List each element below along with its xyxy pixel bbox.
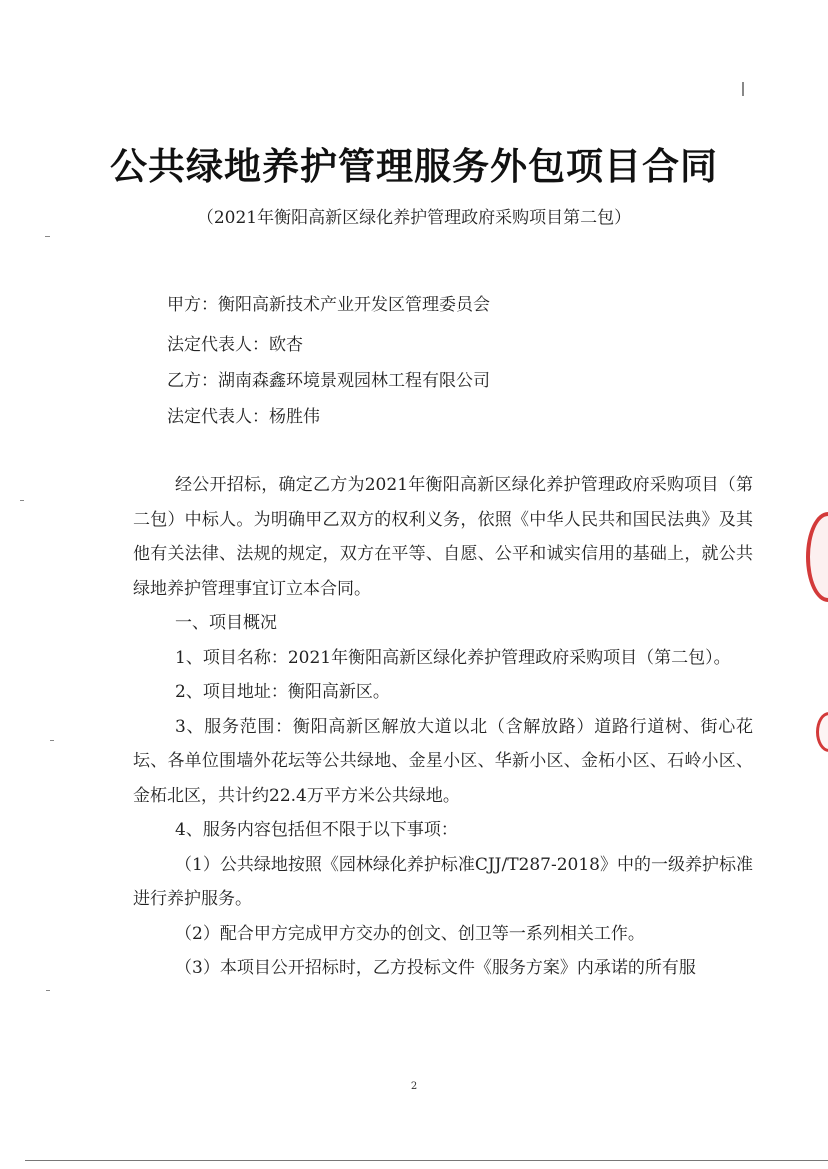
party-b: 乙方：湖南森鑫环境景观园林工程有限公司 [167,371,490,391]
party-a-representative: 法定代表人：欧杏 [167,335,303,355]
contract-body [133,468,753,986]
scan-mark [50,740,54,741]
scan-mark [45,236,50,237]
scan-mark [742,82,744,96]
red-seal-fragment-small [816,712,828,752]
service-item-2: （2）配合甲方完成甲方交办的创文、创卫等一系列相关工作。 [175,923,645,944]
page-number: 2 [410,1081,418,1092]
service-item-3: （3）本项目公开招标时，乙方投标文件《服务方案》内承诺的所有服 [175,958,696,978]
document-subtitle: （2021年衡阳高新区绿化养护管理政府采购项目第二包） [196,208,632,228]
intro-paragraph: 经公开招标，确定乙方为2021年衡阳高新区绿化养护管理政府采购项目（第二包）中标人。为明确甲乙双方的权利义务，依照《中华人民共和国民法典》及其他有关法律、法规的规定，双方在平等、自愿、公平和诚实信用的基础上，就公共绿地养护管理事宜订立本合同。 [133,475,753,599]
service-content-clause: 4、服务内容包括但不限于以下事项： [175,820,458,840]
scan-edge-line [25,1160,828,1161]
service-scope-clause: 3、服务范围：衡阳高新区解放大道以北（含解放路）道路行道树、街心花坛、各单位围墙外花坛等公共绿地、金星小区、华新小区、金柘小区、石岭小区、金柘北区，共计约22.4万平方米公共绿地。 [133,716,753,806]
document-title: 公共绿地养护管理服务外包项目合同 [110,144,718,188]
scan-mark [46,990,50,991]
project-name-clause: 1、项目名称：2021年衡阳高新区绿化养护管理政府采购项目（第二包）。 [175,647,731,668]
project-address-clause: 2、项目地址：衡阳高新区。 [175,682,390,702]
party-b-representative: 法定代表人：杨胜伟 [167,407,320,427]
section-heading: 一、项目概况 [175,613,277,633]
scan-mark [20,500,24,501]
party-a: 甲方：衡阳高新技术产业开发区管理委员会 [167,295,490,315]
red-seal-fragment [806,512,828,602]
service-item-1: （1）公共绿地按照《园林绿化养护标准CJJ/T287-2018》中的一级养护标准进行养护服务。 [133,854,753,909]
